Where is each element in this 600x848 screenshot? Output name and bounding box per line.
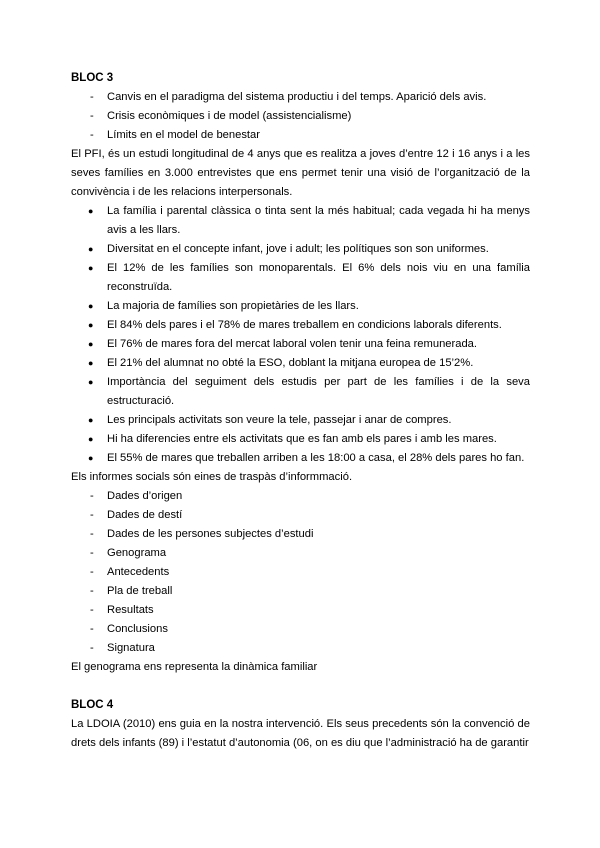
ldoia-paragraph: La LDOIA (2010) ens guia en la nostra intervenció. Els seus precedents són la convenció de drets dels infants (89) i l’estatut d’autonomia (06, on es diu que l’administració ha de garantir [71,718,530,749]
list-item: - Límits en el model de benestar [90,129,260,141]
list-item: ● Hi ha diferencies entre els activitats que es fan amb els pares i amb les mares. [88,433,497,445]
list-item: - Signatura [90,642,155,654]
list-item: - Resultats [90,604,154,616]
list-item: ● La família i parental clàssica o tinta sent la més habitual; cada vegada hi ha menys avis a les llars. [88,205,530,236]
bloc3-dash-list [71,88,530,145]
document-content [71,69,530,753]
list-item: ● Diversitat en el concepte infant, jove i adult; les polítiques son son uniformes. [88,243,489,255]
list-item: - Conclusions [90,623,168,635]
list-item: - Dades de les persones subjectes d’estudi [90,528,314,540]
section-spacer [71,677,530,696]
bloc3-heading: BLOC 3 [71,72,114,84]
list-item: ● El 12% de les famílies son monoparentals. El 6% dels nois viu en una família reconstruïda. [88,262,530,293]
pfi-paragraph: El PFI, és un estudi longitudinal de 4 anys que es realitza a joves d’entre 12 i 16 anys i a les seves famílies en 3.000 entrevistes que ens permet tenir una visió de l’organització de la convivència i de les relacions interpersonals. [71,148,530,198]
pfi-bullet-list [71,202,530,468]
list-item: - Dades d’origen [90,490,183,502]
list-item: ● Les principals activitats son veure la tele, passejar i anar de compres. [88,414,452,426]
list-item: - Dades de destí [90,509,183,521]
list-item: - Pla de treball [90,585,173,597]
list-item: ● Importància del seguiment dels estudis per part de les famílies i de la seva estructuració. [88,376,530,407]
list-item: ● El 21% del alumnat no obté la ESO, doblant la mitjana europea de 15’2%. [88,357,474,369]
list-item: ● La majoria de famílies son propietàries de les llars. [88,300,359,312]
list-item: ● El 55% de mares que treballen arriben a les 18:00 a casa, el 28% dels pares ho fan. [88,452,525,464]
list-item: - Antecedents [90,566,170,578]
genogram-paragraph: El genograma ens representa la dinàmica familiar [71,661,318,673]
reports-paragraph: Els informes socials són eines de traspàs d’informmació. [71,471,353,483]
list-item: ● El 84% dels pares i el 78% de mares treballem en condicions laborals diferents. [88,319,502,331]
list-item: - Genograma [90,547,167,559]
bloc4-heading: BLOC 4 [71,699,114,711]
reports-dash-list [71,487,530,658]
list-item: ● El 76% de mares fora del mercat laboral volen tenir una feina remunerada. [88,338,478,350]
list-item: - Canvis en el paradigma del sistema productiu i del temps. Aparició dels avis. [90,91,487,103]
list-item: - Crisis econòmiques i de model (assistencialisme) [90,110,352,122]
